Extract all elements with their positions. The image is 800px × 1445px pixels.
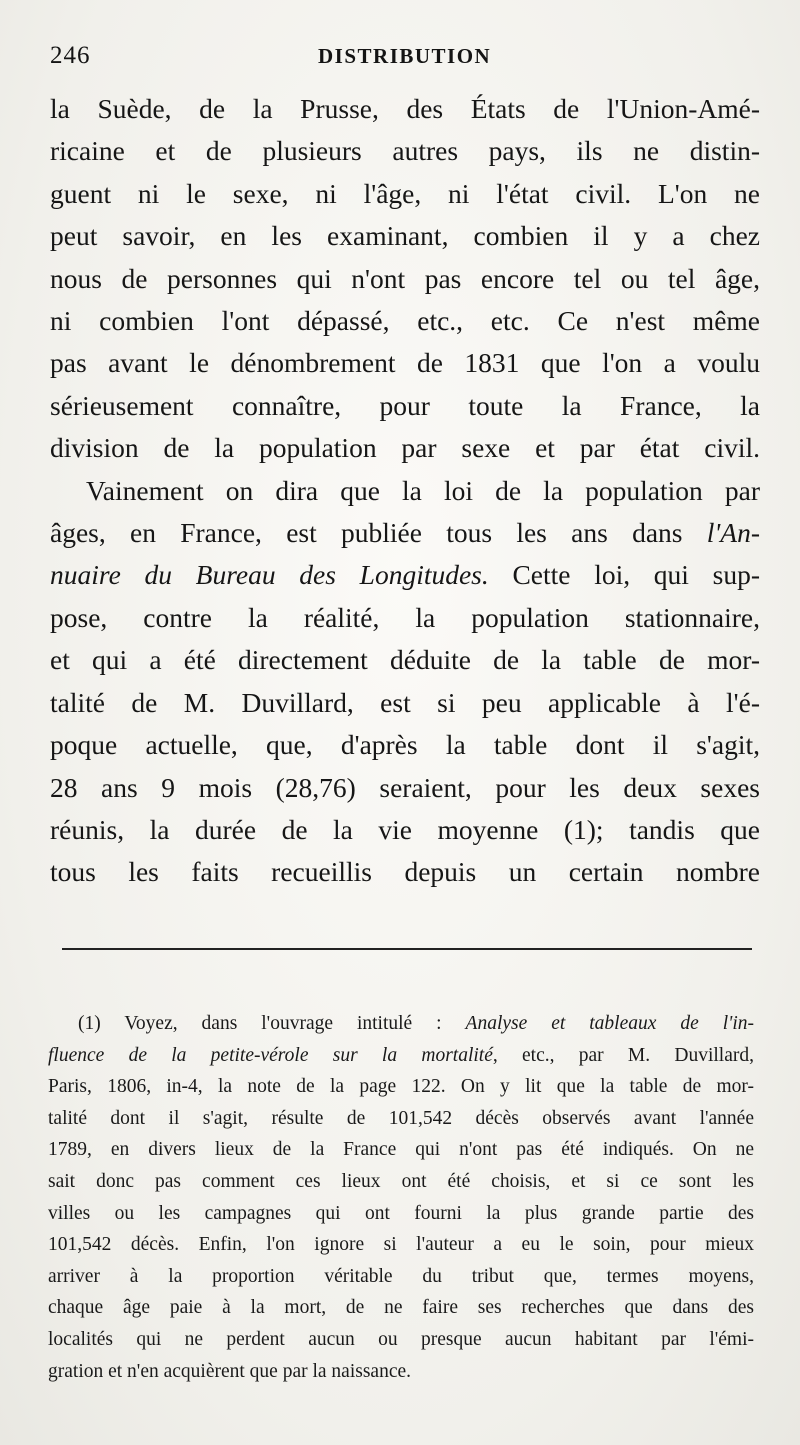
footnote-line: sait donc pas comment ces lieux ont été choisis, et si ce sont les <box>48 1170 754 1192</box>
text-line: pas avant le dénombrement de 1831 que l'on a voulu <box>50 347 760 379</box>
text-line: nous de personnes qui n'ont pas encore tel ou tel âge, <box>50 262 760 294</box>
text-line <box>50 512 760 554</box>
footnote-line: villes ou les campagnes qui ont fourni la plus grande partie des <box>48 1202 754 1224</box>
footnote-line: 101,542 décès. Enfin, l'on ignore si l'auteur a eu le soin, pour mieux <box>48 1234 754 1256</box>
page-header <box>50 42 760 76</box>
text-line: poque actuelle, que, d'après la table dont il s'agit, <box>50 729 760 761</box>
footnote-line: arriver à la proportion véritable du tribut que, termes moyens, <box>48 1265 754 1287</box>
text-segment: (1) Voyez, dans l'ouvrage intitulé : <box>78 1013 466 1034</box>
footnote-line <box>48 1040 754 1072</box>
footnote-line <box>48 1008 754 1040</box>
paragraph-1 <box>50 88 760 470</box>
text-line: et qui a été directement déduite de la table de mor- <box>50 644 760 676</box>
text-line: sérieusement connaître, pour toute la France, la <box>50 389 760 421</box>
book-title-italic: l'An- <box>706 517 760 549</box>
book-title-italic: fluence de la petite-vérole sur la mortalité <box>48 1044 493 1066</box>
text-segment: âges, en France, est publiée tous les ans dans <box>50 517 707 549</box>
text-segment: , etc., par M. Duvillard, <box>492 1044 754 1066</box>
footnote <box>48 1008 754 1387</box>
text-segment: Cette loi, qui sup- <box>488 559 760 591</box>
footnote-line: Paris, 1806, in-4, la note de la page 122. On y lit que la table de mor- <box>48 1076 754 1098</box>
running-title: DISTRIBUTION <box>318 44 492 68</box>
text-line: ni combien l'ont dépassé, etc., etc. Ce n'est même <box>50 305 760 337</box>
footnote-separator <box>62 948 752 950</box>
text-line: pose, contre la réalité, la population stationnaire, <box>50 601 760 633</box>
page-number: 246 <box>50 42 91 69</box>
text-line: tous les faits recueillis depuis un certain nombre <box>50 856 760 888</box>
text-line: 28 ans 9 mois (28,76) seraient, pour les deux sexes <box>50 771 760 803</box>
text-line: ricaine et de plusieurs autres pays, ils ne distin- <box>50 135 760 167</box>
book-title-italic: nuaire du Bureau des Longitudes. <box>50 559 489 591</box>
text-line: peut savoir, en les examinant, combien il y a chez <box>50 220 760 252</box>
text-line: Vainement on dira que la loi de la population par <box>86 474 760 506</box>
text-line: la Suède, de la Prusse, des États de l'Union-Amé- <box>50 93 760 124</box>
text-line <box>50 554 760 596</box>
main-text <box>50 88 760 894</box>
text-line: division de la population par sexe et par état civil. <box>50 432 760 464</box>
book-title-italic: Analyse et tableaux de l'in- <box>465 1013 754 1034</box>
text-line: talité de M. Duvillard, est si peu applicable à l'é- <box>50 686 760 718</box>
footnote-line: 1789, en divers lieux de la France qui n'ont pas été indiqués. On ne <box>48 1139 754 1161</box>
footnote-line: chaque âge paie à la mort, de ne faire ses recherches que dans des <box>48 1297 754 1319</box>
footnote-line: talité dont il s'agit, résulte de 101,542 décès observés avant l'année <box>48 1107 754 1129</box>
text-line: guent ni le sexe, ni l'âge, ni l'état civil. L'on ne <box>50 177 760 209</box>
paragraph-2 <box>50 470 760 894</box>
footnote-line: localités qui ne perdent aucun ou presque aucun habitant par l'émi- <box>48 1328 754 1350</box>
text-line: réunis, la durée de la vie moyenne (1); tandis que <box>50 813 760 845</box>
footnote-line: gration et n'en acquièrent que par la naissance. <box>48 1360 412 1382</box>
